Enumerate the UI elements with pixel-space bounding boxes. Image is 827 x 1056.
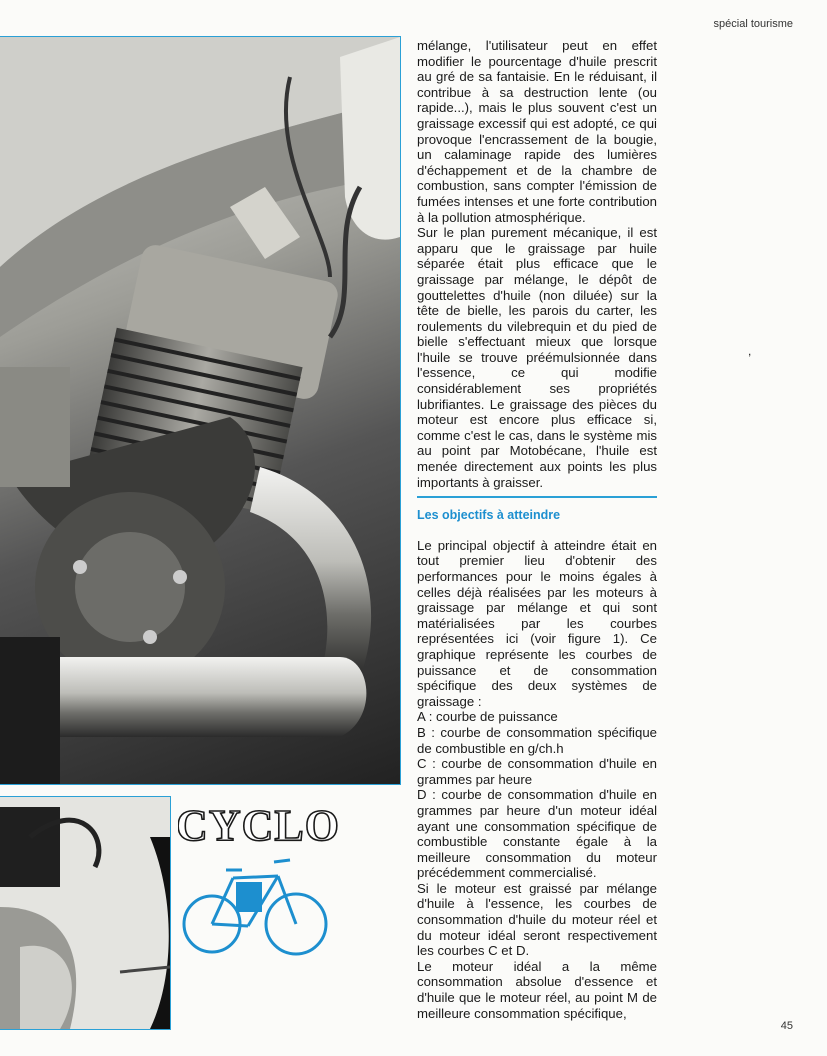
list-item: C : courbe de consommation d'huile en grammes par heure — [417, 756, 657, 787]
detail-illustration — [0, 797, 170, 1029]
paragraph: Le moteur idéal a la même consommation absolue d'essence et d'huile que le moteur réel, au point M de meilleure consommation spécifique, — [417, 958, 657, 1021]
cyclo-logo-text: CYCLO — [178, 801, 338, 850]
paragraph: Si le moteur est graissé par mélange d'huile à l'essence, les courbes de consommation d'huile du moteur réel et du moteur idéal seront respectivement les courbes C et D. — [417, 880, 657, 959]
ink-mark: , — [748, 344, 752, 358]
list-item: B : courbe de consommation spécifique de combustible en g/ch.h — [417, 724, 657, 756]
cyclo-logo — [178, 796, 338, 976]
paragraph: Sur le plan purement mécanique, il est apparu que le graissage par huile séparée était plus efficace que le graissage par mélange, le dépôt de gouttelettes d'huile (non diluée) sur la tête de bielle, les parois du carter, les roulements du vilebrequin et du pied de bielle s'effectuant mieux que lorsque l'huile se trouve préémulsionnée dans l'essence, ce qui modifie considérablement ses propriétés lubrifiantes. Le graissage des pièces du moteur est encore plus efficace si, comme c'est le cas, dans le système mis au point par Motobécane, l'huile est menée directement aux points les plus importants à graisser. — [417, 225, 657, 490]
engine-photo — [0, 36, 401, 785]
section-divider — [417, 496, 657, 498]
list-item: D : courbe de consommation d'huile en grammes par heure d'un moteur idéal ayant une consommation spécifique de combustible constante égale à la meilleure consommation du moteur précédemment commercialisé. — [417, 787, 657, 881]
article-column — [417, 38, 657, 1021]
page-number: 45 — [780, 1020, 793, 1032]
engine-illustration — [0, 37, 400, 784]
section-label: spécial tourisme — [713, 18, 793, 30]
section-heading: Les objectifs à atteindre — [417, 508, 561, 523]
paragraph: Le principal objectif à atteindre était en tout premier lieu d'obtenir des performances pour le moins égales à celles déjà réalisées par les moteurs à graissage par mélange et qui sont matérialisées par les courbes représentées ici (voir figure 1). Ce graphique représente les courbes de puissance et de consommation spécifique des deux systèmes de graissage : — [417, 537, 657, 709]
paragraph: mélange, l'utilisateur peut en effet modifier le pourcentage d'huile prescrit au gré de sa fantaisie. En le réduisant, il contribue à sa destruction lente (ou rapide...), mais le plus souvent c'est un graissage excessif qui est adopté, ce qui provoque l'encrassement de la bougie, un calaminage rapide des lumières d'échappement et de la chambre de combustion, sans compter l'émission de fumées intenses et une forte contribution à la pollution atmosphérique. — [417, 38, 657, 225]
detail-photo — [0, 796, 171, 1030]
list-item: A : courbe de puissance — [417, 709, 558, 725]
